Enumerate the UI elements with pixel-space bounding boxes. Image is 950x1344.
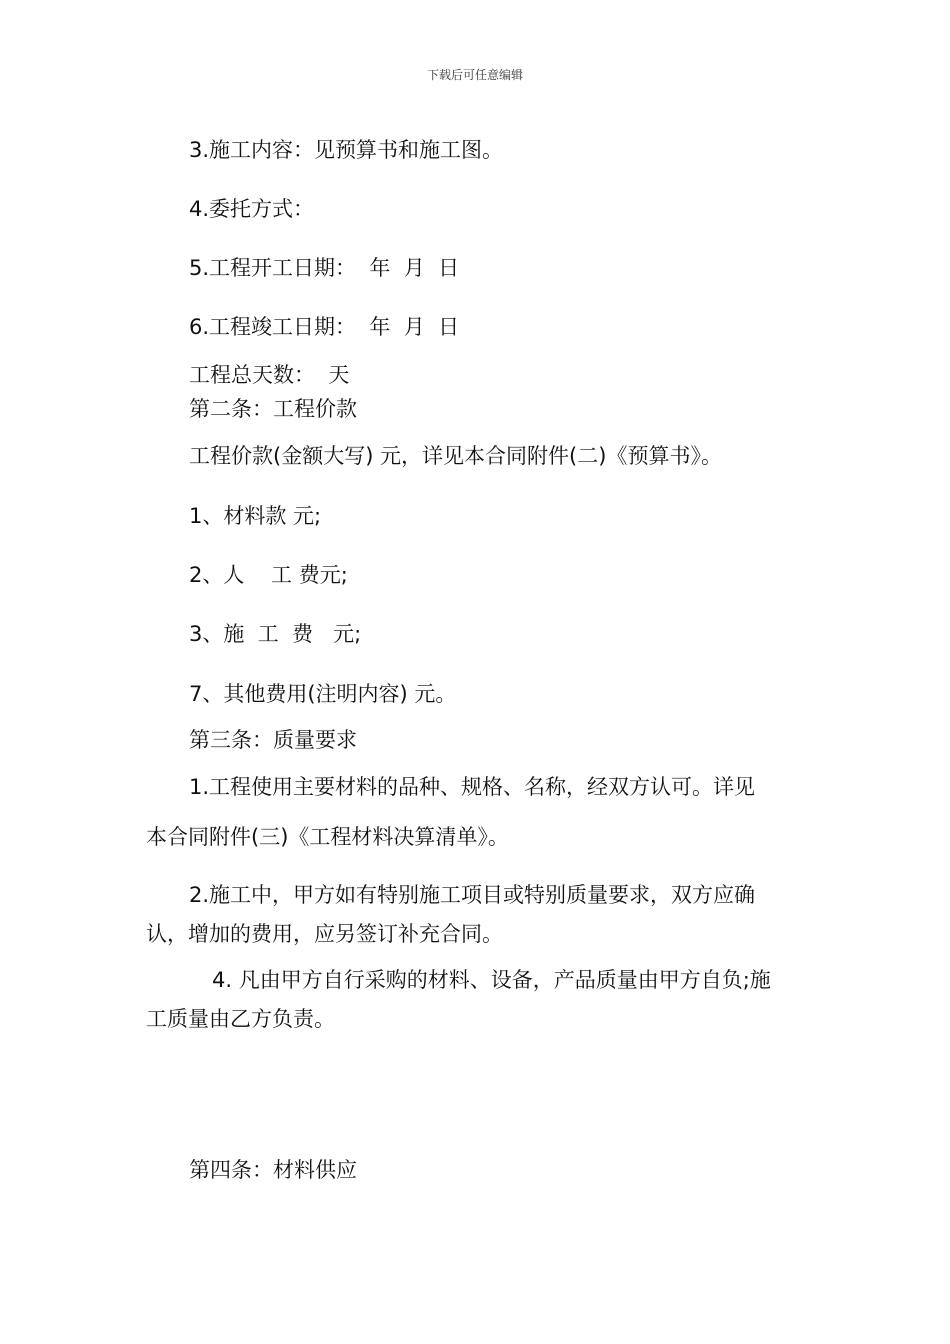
clause-total-days: 工程总天数： 天 [189, 363, 350, 387]
labor-cost-line: 2、人 工 费元; [189, 563, 348, 587]
clause-construction-content: 3.施工内容：见预算书和施工图。 [189, 138, 504, 162]
article-three-heading: 第三条：质量要求 [189, 728, 357, 752]
article-four-heading: 第四条：材料供应 [189, 1158, 357, 1182]
construction-fee-line: 3、施 工 费 元; [189, 622, 362, 646]
other-fees-line: 7、其他费用(注明内容) 元。 [189, 682, 457, 706]
project-price-line: 工程价款(金额大写) 元，详见本合同附件(二)《预算书》。 [189, 444, 722, 468]
quality-item-2-line-2: 认，增加的费用，应另签订补充合同。 [146, 922, 503, 946]
quality-item-2-line-1: 2.施工中，甲方如有特别施工项目或特别质量要求，双方应确 [189, 883, 756, 907]
clause-commission-method: 4.委托方式： [189, 197, 315, 221]
material-cost-line: 1、材料款 元; [189, 504, 322, 528]
quality-item-4-line-1: 4. 凡由甲方自行采购的材料、设备，产品质量由甲方自负;施 [212, 968, 771, 992]
clause-start-date: 5.工程开工日期： 年 月 日 [189, 256, 460, 280]
article-two-heading: 第二条：工程价款 [189, 397, 357, 421]
quality-item-1-line-2: 本合同附件(三)《工程材料决算清单》。 [146, 825, 509, 849]
clause-completion-date: 6.工程竣工日期： 年 月 日 [189, 315, 460, 339]
quality-item-4-line-2: 工质量由乙方负责。 [146, 1007, 335, 1031]
page-header: 下载后可任意编辑 [426, 68, 523, 82]
quality-item-1-line-1: 1.工程使用主要材料的品种、规格、名称，经双方认可。详见 [189, 775, 756, 799]
